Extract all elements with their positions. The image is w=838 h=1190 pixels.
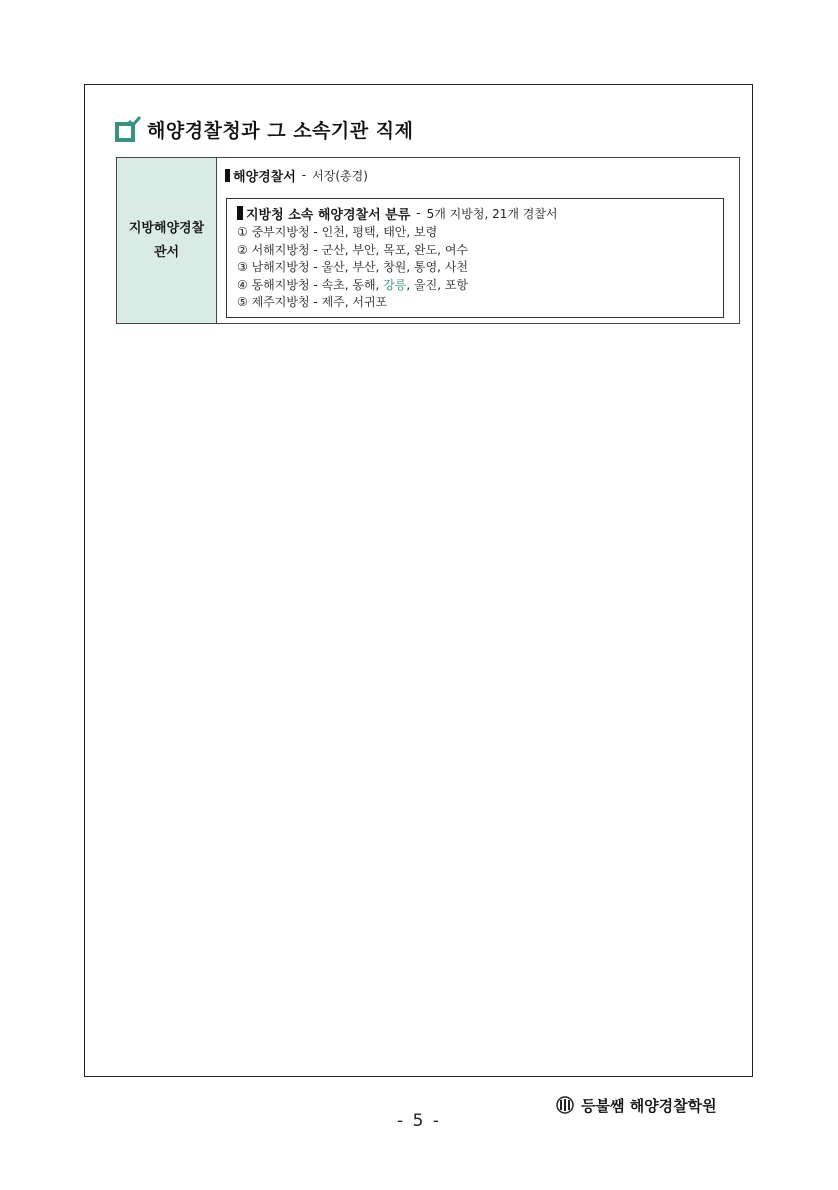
bullet-square-icon: [237, 206, 243, 220]
table-body-cell: [217, 158, 739, 323]
item-stations: 제주, 서귀포: [321, 295, 388, 309]
item-name: 제주지방청: [251, 295, 310, 309]
table-header-cell: [117, 158, 217, 323]
item-name: 남해지방청: [251, 260, 310, 274]
item-dash: -: [313, 242, 318, 257]
checkbox-icon: [115, 116, 141, 142]
section-title: [115, 116, 413, 142]
inner-title-line: [237, 203, 715, 223]
item-stations: 속초, 동해,: [321, 277, 384, 292]
highlighted-station: 강릉: [383, 277, 407, 292]
item-stations: 울산, 부산, 창원, 통영, 사천: [321, 260, 468, 274]
section-title-text: 해양경찰청과 그 소속기관 직제: [147, 119, 414, 142]
inner-dash: -: [416, 206, 421, 220]
item-num: ③: [237, 260, 248, 274]
item-stations: 인천, 평택, 태안, 보령: [321, 225, 438, 239]
item-name: 중부지방청: [251, 225, 310, 239]
inner-desc: 5개 지방청, 21개 경찰서: [426, 206, 558, 221]
bullet-square-icon: [225, 169, 230, 182]
item-name: 서해지방청: [251, 242, 310, 257]
item-num: ⑤: [237, 295, 248, 309]
header-line-2: 관서: [153, 244, 180, 260]
item-stations: 군산, 부안, 목포, 완도, 여수: [321, 242, 468, 257]
main-desc: 서장(총경): [312, 168, 368, 183]
item-dash: -: [313, 277, 318, 292]
main-line: [225, 166, 731, 184]
item-num: ①: [237, 225, 248, 239]
list-item: [237, 294, 715, 312]
inner-box: [226, 198, 724, 318]
main-dash: -: [301, 168, 307, 182]
list-item: [237, 277, 715, 295]
list-item: [237, 242, 715, 260]
info-table: [116, 157, 740, 324]
item-name: 동해지방청: [251, 277, 310, 292]
item-dash: -: [313, 295, 318, 309]
list-item: [237, 259, 715, 277]
item-stations-rest: , 울진, 포항: [406, 277, 469, 292]
page-number: - 5 -: [397, 1111, 441, 1131]
item-num: ②: [237, 242, 248, 257]
inner-title: 지방청 소속 해양경찰서 분류: [246, 207, 411, 223]
item-num: ④: [237, 277, 248, 292]
main-label: 해양경찰서: [233, 169, 296, 185]
item-dash: -: [313, 260, 318, 274]
header-line-1: 지방해양경찰: [128, 220, 205, 236]
item-dash: -: [313, 225, 318, 239]
list-item: [237, 224, 715, 242]
brand-name: 등불쌤 해양경찰학원: [581, 1096, 717, 1115]
